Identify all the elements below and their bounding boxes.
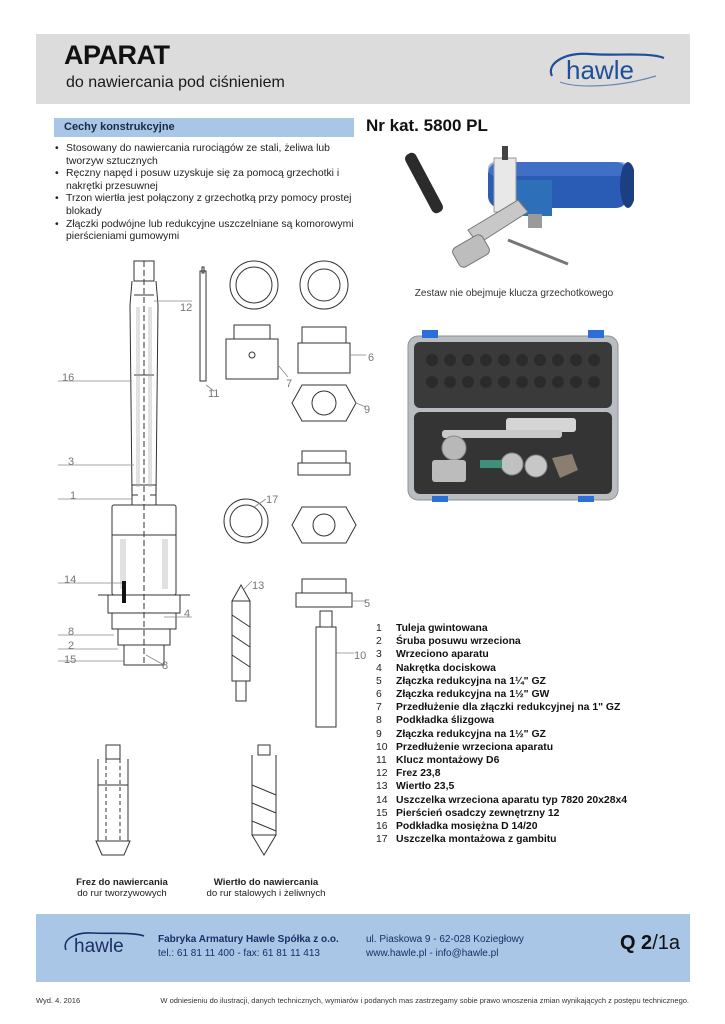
page-code-suffix: /1a bbox=[652, 932, 680, 954]
catalog-number: Nr kat. 5800 PL bbox=[366, 116, 488, 135]
part-row bbox=[376, 767, 627, 780]
part-row bbox=[376, 820, 627, 833]
part-row bbox=[376, 807, 627, 820]
logo-text: hawle bbox=[566, 55, 634, 85]
part-row bbox=[376, 794, 627, 807]
part-number: 3 bbox=[376, 649, 382, 661]
part-row bbox=[376, 675, 627, 688]
part-row bbox=[376, 741, 627, 754]
part-row bbox=[376, 622, 627, 635]
part-row bbox=[376, 648, 627, 661]
drawing-label: 17 bbox=[266, 494, 279, 506]
wiertlo-caption-title: Wiertło do nawiercania bbox=[213, 877, 319, 888]
drawing-label: 11 bbox=[208, 388, 220, 400]
drawing-label: 6 bbox=[368, 352, 375, 364]
part-name: Złączka redukcyjna na 1½" GZ bbox=[396, 728, 546, 740]
photo-caption: Zestaw nie obejmuje klucza grzechotkowego bbox=[414, 288, 614, 299]
frez-caption-sub: do rur tworzywowych bbox=[77, 888, 167, 899]
drawing-label: 4 bbox=[184, 608, 191, 620]
drawing-label: 8 bbox=[162, 660, 169, 672]
part-number: 12 bbox=[376, 768, 388, 780]
page-header bbox=[36, 34, 690, 104]
drawing-label: 3 bbox=[68, 456, 75, 468]
wiertlo-caption-sub: do rur stalowych i żeliwnych bbox=[206, 888, 326, 899]
part-number: 16 bbox=[376, 821, 388, 833]
company-phone: tel.: 61 81 11 400 - fax: 61 81 11 413 bbox=[158, 948, 320, 959]
hawle-logo bbox=[62, 928, 146, 960]
part-number: 10 bbox=[376, 741, 388, 753]
part-row bbox=[376, 728, 627, 741]
part-name: Podkładka mosiężna D 14/20 bbox=[396, 821, 538, 833]
features-heading-box bbox=[54, 118, 354, 137]
part-row bbox=[376, 688, 627, 701]
part-name: Uszczelka montażowa z gambitu bbox=[396, 834, 557, 846]
frez-caption-title: Frez do nawiercania bbox=[76, 877, 168, 888]
part-number: 4 bbox=[376, 662, 382, 674]
part-name: Wiertło 23,5 bbox=[396, 781, 455, 793]
wiertlo-caption bbox=[196, 877, 336, 899]
features-heading: Cechy konstrukcyjne bbox=[64, 121, 175, 133]
part-number: 5 bbox=[376, 675, 382, 687]
logo-text: hawle bbox=[74, 936, 124, 957]
part-number: 13 bbox=[376, 781, 388, 793]
part-number: 7 bbox=[376, 702, 382, 714]
part-name: Przedłużenie wrzeciona aparatu bbox=[396, 741, 554, 753]
part-name: Złączka redukcyjna na 1¼" GZ bbox=[396, 675, 546, 687]
feature-item: • Złączki podwójne lub redukcyjne uszczelniane są komorowymi pierścieniami gumowymi bbox=[54, 219, 364, 244]
drawing-label: 14 bbox=[64, 574, 77, 586]
drawing-label: 9 bbox=[364, 404, 371, 416]
product-photo-case bbox=[402, 320, 624, 508]
drawing-label: 15 bbox=[64, 654, 77, 666]
drawing-label: 8 bbox=[68, 626, 75, 638]
part-row bbox=[376, 662, 627, 675]
company-web[interactable]: www.hawle.pl - info@hawle.pl bbox=[366, 948, 499, 959]
feature-item: • Ręczny napęd i posuw uzyskuje się za pomocą grzechotki i nakrętki przesuwnej bbox=[54, 168, 364, 193]
part-number: 2 bbox=[376, 636, 382, 648]
part-number: 15 bbox=[376, 807, 388, 819]
hawle-logo bbox=[546, 46, 668, 90]
drawing-label: 10 bbox=[354, 650, 367, 662]
part-name: Uszczelka wrzeciona aparatu typ 7820 20x28x4 bbox=[396, 794, 628, 806]
part-number: 6 bbox=[376, 689, 382, 701]
part-name: Frez 23,8 bbox=[396, 768, 441, 780]
feature-item: • Stosowany do nawiercania rurociągów ze stali, żeliwa lub tworzyw sztucznych bbox=[54, 143, 364, 168]
part-row bbox=[376, 833, 627, 846]
part-name: Nakrętka dociskowa bbox=[396, 662, 496, 674]
part-name: Wrzeciono aparatu bbox=[396, 649, 489, 661]
drawing-label: 13 bbox=[252, 580, 265, 592]
part-row bbox=[376, 780, 627, 793]
technical-drawing bbox=[54, 255, 384, 905]
part-row bbox=[376, 714, 627, 727]
part-name: Śruba posuwu wrzeciona bbox=[396, 636, 521, 648]
part-number: 9 bbox=[376, 728, 382, 740]
page-code-main: Q 2 bbox=[619, 932, 653, 954]
part-row bbox=[376, 754, 627, 767]
footer-band bbox=[36, 914, 690, 982]
drawing-label: 12 bbox=[180, 302, 193, 314]
part-name: Złączka redukcyjna na 1½" GW bbox=[396, 689, 550, 701]
drawing-label: 16 bbox=[62, 372, 75, 384]
parts-list bbox=[376, 622, 627, 846]
part-row bbox=[376, 701, 627, 714]
page-code bbox=[620, 932, 680, 955]
feature-item: • Trzon wiertła jest połączony z grzechotką przy pomocy prostej blokady bbox=[54, 193, 364, 218]
frez-caption bbox=[62, 877, 182, 899]
part-name: Podkładka ślizgowa bbox=[396, 715, 495, 727]
features-list bbox=[54, 143, 364, 244]
part-row bbox=[376, 635, 627, 648]
drawing-label: 2 bbox=[68, 640, 75, 652]
part-name: Przedłużenie dla złączki redukcyjnej na 1" GZ bbox=[396, 702, 621, 714]
product-photo-apparatus bbox=[378, 140, 634, 280]
drawing-label: 5 bbox=[364, 598, 371, 610]
page-title: APARAT bbox=[64, 40, 170, 70]
drawing-label: 7 bbox=[286, 378, 293, 390]
company-name: Fabryka Armatury Hawle Spółka z o.o. bbox=[158, 934, 339, 945]
page-subtitle: do nawiercania pod ciśnieniem bbox=[66, 74, 285, 91]
part-number: 11 bbox=[376, 755, 387, 767]
part-name: Pierścień osadczy zewnętrzny 12 bbox=[396, 807, 560, 819]
disclaimer: W odniesieniu do ilustracji, danych technicznych, wymiarów i podanych mas zastrzegamy sobie prawo wnoszenia zmian wynikających z postępu technicznego. bbox=[160, 996, 689, 1005]
drawing-label: 1 bbox=[70, 490, 77, 502]
part-number: 8 bbox=[376, 715, 382, 727]
part-name: Tuleja gwintowana bbox=[396, 623, 488, 634]
part-number: 14 bbox=[376, 794, 388, 806]
part-name: Klucz montażowy D6 bbox=[396, 755, 500, 767]
edition-note: Wyd. 4. 2016 bbox=[36, 996, 81, 1005]
part-number: 1 bbox=[376, 623, 382, 634]
part-number: 17 bbox=[376, 834, 388, 846]
company-address: ul. Piaskowa 9 - 62-028 Koziegłowy bbox=[366, 934, 524, 945]
